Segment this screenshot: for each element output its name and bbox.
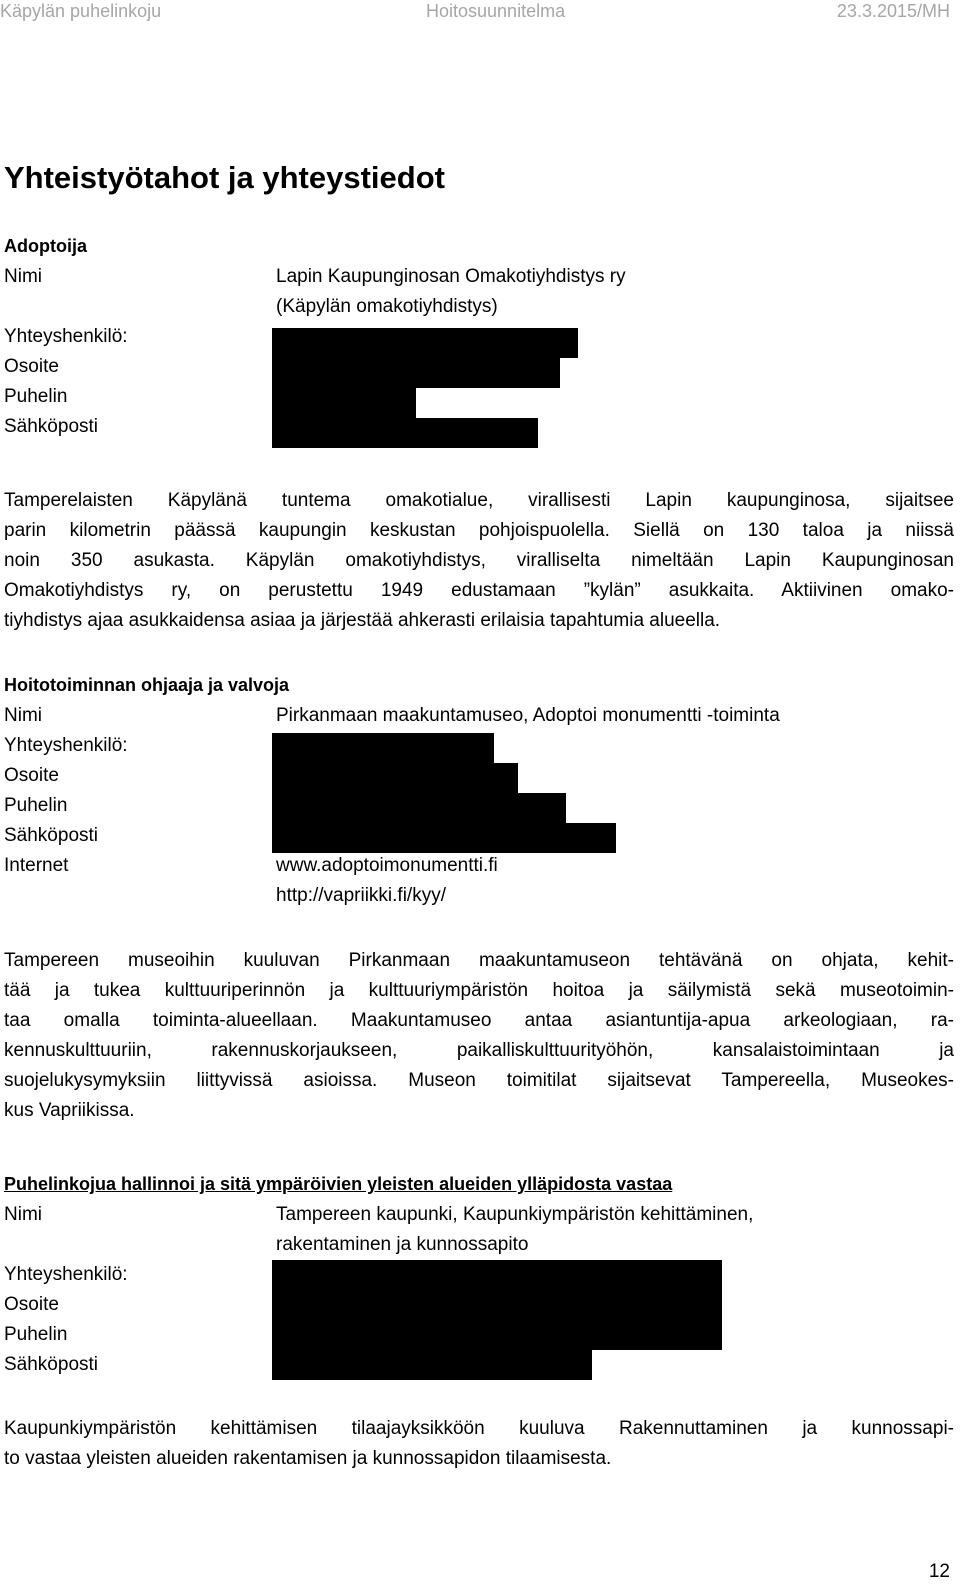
adoptoija-address-label: Osoite <box>4 356 59 377</box>
valvoja-website-link[interactable]: www.adoptoimonumentti.fi <box>276 855 498 876</box>
text-line: parin kilometrin päässä kaupungin keskustan pohjoispuolella. Siellä on 130 taloa ja niissä <box>4 520 954 541</box>
page-number: 12 <box>928 1561 950 1582</box>
text-line: Omakotiyhdistys ry, on perustettu 1949 edustamaan ”kylän” asukkaita. Aktiivinen omako- <box>4 580 954 601</box>
text-line: taa omalla toiminta-alueellaan. Maakuntamuseo antaa asiantuntija-apua arkeologiaan, ra- <box>4 1010 954 1031</box>
redacted-contact-block <box>272 733 494 763</box>
header-document-name: Käpylän puhelinkoju <box>0 1 162 21</box>
adoptoija-name-value-1: Lapin Kaupunginosan Omakotiyhdistys ry <box>276 266 626 287</box>
text-line: to vastaa yleisten alueiden rakentamisen ja kunnossapidon tilaamisesta. <box>4 1448 612 1469</box>
hallinnoi-description <box>4 1414 954 1474</box>
redacted-contact-block <box>272 328 578 358</box>
text-line: Tampereen museoihin kuuluvan Pirkanmaan maakuntamuseon tehtävänä on ohjata, kehit- <box>4 950 954 971</box>
header-document-type: Hoitosuunnitelma <box>426 1 566 21</box>
section-heading-valvoja: Hoitotoiminnan ohjaaja ja valvoja <box>4 675 290 695</box>
hallinnoi-email-label: Sähköposti <box>4 1354 99 1375</box>
text-line: tää ja tukea kulttuuriperinnön ja kulttuuriympäristön hoitoa ja säilymistä sekä museotoimin- <box>4 980 954 1001</box>
hallinnoi-name-value-2: rakentaminen ja kunnossapito <box>276 1234 529 1255</box>
valvoja-name-label: Nimi <box>4 705 42 726</box>
adoptoija-contact-label: Yhteyshenkilö: <box>4 326 128 347</box>
redacted-phone-block <box>272 388 416 418</box>
adoptoija-description <box>4 486 954 636</box>
hallinnoi-phone-label: Puhelin <box>4 1324 68 1345</box>
valvoja-website-link-2[interactable]: http://vapriikki.fi/kyy/ <box>276 885 446 906</box>
section-heading-hallinnoi: Puhelinkojua hallinnoi ja sitä ympäröivien yleisten alueiden ylläpidosta vastaa <box>4 1174 673 1194</box>
adoptoija-email-label: Sähköposti <box>4 416 99 437</box>
hallinnoi-name-label: Nimi <box>4 1204 42 1225</box>
section-heading-adoptoija: Adoptoija <box>4 236 87 256</box>
valvoja-email-label: Sähköposti <box>4 825 99 846</box>
redacted-email-block <box>272 823 616 853</box>
page-title: Yhteistyötahot ja yhteystiedot <box>4 160 445 195</box>
valvoja-name-value: Pirkanmaan maakuntamuseo, Adoptoi monumentti -toiminta <box>276 705 780 726</box>
text-line: kennuskulttuuriin, rakennuskorjaukseen, paikalliskulttuurityöhön, kansalaistoimintaan ja <box>4 1040 954 1061</box>
valvoja-address-label: Osoite <box>4 765 59 786</box>
adoptoija-name-value-2: (Käpylän omakotiyhdistys) <box>276 296 498 317</box>
redacted-address-block <box>272 358 560 388</box>
hallinnoi-contact-label: Yhteyshenkilö: <box>4 1264 128 1285</box>
valvoja-contact-label: Yhteyshenkilö: <box>4 735 128 756</box>
redacted-email-block <box>272 418 538 448</box>
text-line: Tamperelaisten Käpylänä tuntema omakotialue, virallisesti Lapin kaupunginosa, sijaitsee <box>4 490 954 511</box>
redacted-address-block <box>272 763 518 793</box>
text-line: tiyhdistys ajaa asukkaidensa asiaa ja järjestää ahkerasti erilaisia tapahtumia alueella. <box>4 610 721 631</box>
valvoja-internet-label: Internet <box>4 855 69 876</box>
adoptoija-name-label: Nimi <box>4 266 42 287</box>
text-line: noin 350 asukasta. Käpylän omakotiyhdistys, viralliselta nimeltään Lapin Kaupunginosan <box>4 550 954 571</box>
adoptoija-phone-label: Puhelin <box>4 386 68 407</box>
redacted-email-block <box>272 1350 592 1380</box>
hallinnoi-name-value-1: Tampereen kaupunki, Kaupunkiympäristön kehittäminen, <box>276 1204 754 1225</box>
header-date: 23.3.2015/MH <box>836 1 950 21</box>
page-header <box>0 0 960 26</box>
text-line: suojelukysymyksiin liittyvissä asioissa. Museon toimitilat sijaitsevat Tampereella, Museokes- <box>4 1070 954 1091</box>
text-line: Kaupunkiympäristön kehittämisen tilaajayksikköön kuuluva Rakennuttaminen ja kunnossapi- <box>4 1418 954 1439</box>
redacted-contact-block <box>272 1260 722 1350</box>
text-line: kus Vapriikissa. <box>4 1100 135 1121</box>
redacted-phone-block <box>272 793 566 823</box>
hallinnoi-address-label: Osoite <box>4 1294 59 1315</box>
valvoja-phone-label: Puhelin <box>4 795 68 816</box>
valvoja-description <box>4 946 954 1126</box>
